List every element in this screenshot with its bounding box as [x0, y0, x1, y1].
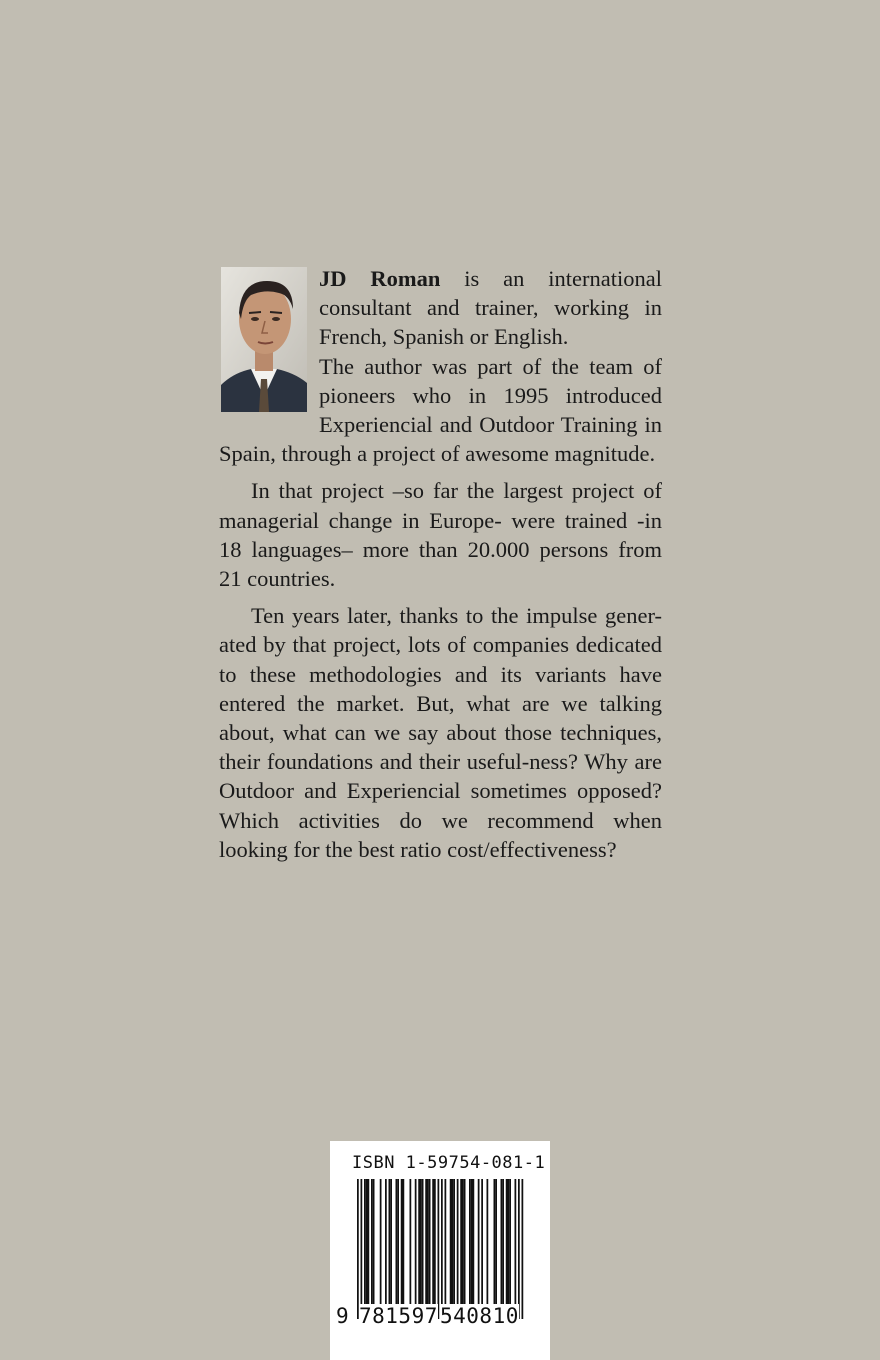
- barcode-bar: [373, 1179, 375, 1307]
- barcode-bar: [469, 1179, 471, 1307]
- ean-first-digit: 9: [336, 1304, 349, 1328]
- barcode-bar: [453, 1179, 455, 1307]
- barcode-guard-bar: [361, 1179, 363, 1319]
- barcode-bar: [434, 1179, 436, 1307]
- isbn-label: ISBN 1-59754-081-1: [352, 1153, 546, 1173]
- barcode-bar: [389, 1179, 391, 1307]
- bio-paragraph-2: The author was part of the team of pioneers who in 1995 introduced Experiencial and Outdoor Training in Spain, through a project of awesome magnitude.: [219, 353, 662, 467]
- barcode-bar: [460, 1179, 462, 1307]
- barcode-bar: [415, 1179, 417, 1307]
- barcode-bar: [495, 1179, 497, 1307]
- barcode-guard-bar: [522, 1179, 524, 1319]
- barcode-bar: [450, 1179, 452, 1307]
- barcode-bar: [506, 1179, 508, 1307]
- barcode-bar: [432, 1179, 434, 1307]
- barcode-bar: [410, 1179, 412, 1307]
- barcode-bar: [380, 1179, 382, 1307]
- barcode-guard-bar: [518, 1179, 520, 1319]
- barcode-bar: [452, 1179, 454, 1307]
- barcode-bar: [487, 1179, 489, 1307]
- barcode-bar: [396, 1179, 398, 1307]
- barcode-guard-bar: [438, 1179, 440, 1319]
- ean-right-digits: 540810: [440, 1304, 519, 1328]
- barcode-bar: [515, 1179, 517, 1307]
- barcode-bar: [471, 1179, 473, 1307]
- author-name: JD Roman: [319, 266, 441, 291]
- barcode-bar: [464, 1179, 466, 1307]
- bio-paragraph-4: [219, 601, 662, 864]
- barcode-bar: [457, 1179, 459, 1307]
- barcode-bar: [501, 1179, 503, 1307]
- bio-paragraph-4-b: ated by that project, lots of companies dedicated to these methodologies and its variants have entered the market. But, what are we talking about, what can we say about those techniques, their foundations and their useful-: [219, 632, 662, 775]
- bio-paragraph-3: In that project –so far the largest project of managerial change in Europe- were trained -in 18 languages– more than 20.000 persons from 21 countries.: [219, 478, 662, 592]
- barcode-bar: [385, 1179, 387, 1307]
- author-portrait-icon: [221, 267, 307, 412]
- back-cover-text: [219, 264, 662, 864]
- ean-left-digits: 781597: [359, 1304, 438, 1328]
- barcode-bar: [364, 1179, 366, 1307]
- barcode-bar: [481, 1179, 483, 1307]
- barcode-bar: [508, 1179, 510, 1307]
- barcode-bar: [366, 1179, 368, 1307]
- author-photo: [221, 267, 307, 412]
- isbn-barcode: [330, 1141, 550, 1360]
- barcode-bar: [429, 1179, 431, 1307]
- barcode-bar: [420, 1179, 422, 1307]
- barcode-bar: [445, 1179, 447, 1307]
- barcode-bar: [418, 1179, 420, 1307]
- bio-paragraph-4-c: ness? Why are Outdoor and Experiencial sometimes opposed? Which activities do we recommend when looking for the best ratio cost/effectiveness?: [219, 749, 662, 862]
- barcode-bar: [401, 1179, 403, 1307]
- barcode-guard-bar: [441, 1179, 443, 1319]
- bio-paragraph-4-a: Ten years later, thanks to the impulse gener-: [251, 603, 662, 629]
- barcode-bar: [397, 1179, 399, 1307]
- barcode-bar: [473, 1179, 475, 1307]
- barcode-guard-bar: [357, 1179, 359, 1319]
- barcode-bar: [371, 1179, 373, 1307]
- barcode-bar: [422, 1179, 424, 1307]
- bio-intro-text: is an international consultant and trainer, working in French, Spanish or English.: [319, 266, 662, 350]
- barcode-bar: [509, 1179, 511, 1307]
- barcode-bar: [368, 1179, 370, 1307]
- barcode-bar: [427, 1179, 429, 1307]
- barcode-bar: [478, 1179, 480, 1307]
- barcode-bar: [502, 1179, 504, 1307]
- barcode-bar: [462, 1179, 464, 1307]
- barcode-bar: [425, 1179, 427, 1307]
- barcode-bar: [403, 1179, 405, 1307]
- barcode-bar: [494, 1179, 496, 1307]
- barcode-bar: [390, 1179, 392, 1307]
